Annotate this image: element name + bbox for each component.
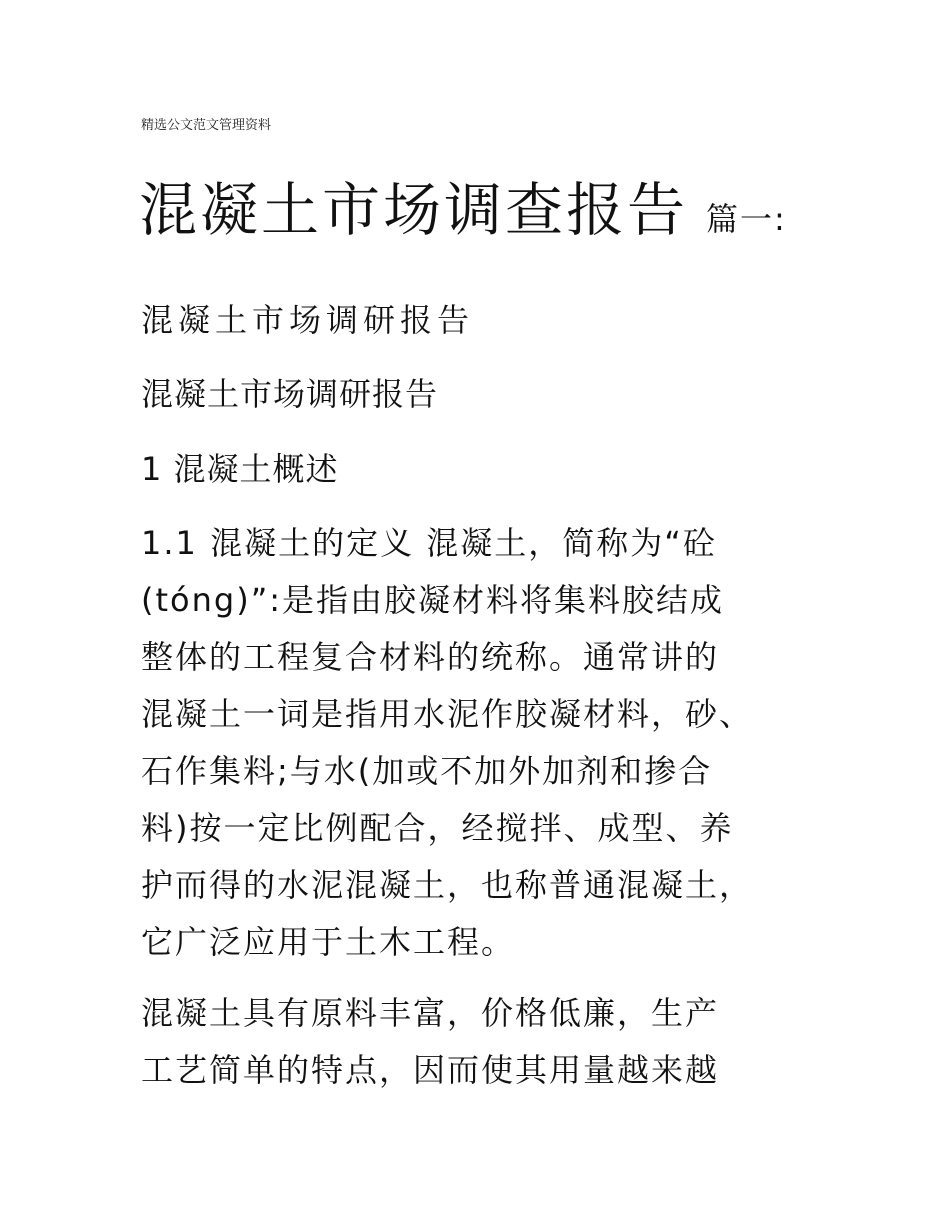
paragraph-definition [141, 515, 821, 971]
paragraph-features [141, 985, 821, 1099]
subtitle-first: 混凝土市场调研报告 [141, 301, 475, 339]
subtitle-second: 混凝土市场调研报告 [141, 375, 439, 413]
paragraph-line: 整体的工程复合材料的统称。通常讲的 [141, 638, 720, 676]
title-suffix: 篇一: [706, 200, 787, 238]
document-title [139, 170, 787, 265]
header-note: 精选公文范文管理资料 [141, 118, 272, 133]
paragraph-line: 混凝土一词是指用水泥作胶凝材料，砂、 [141, 695, 754, 733]
paragraph-line: 1.1 混凝土的定义 混凝土，简称为“砼 [141, 524, 717, 562]
paragraph-line: 护而得的水泥混凝土，也称普通混凝土， [141, 866, 754, 904]
paragraph-line: 石作集料;与水(加或不加外加剂和掺合 [141, 752, 713, 790]
paragraph-line: (tóng)”:是指由胶凝材料将集料胶结成 [141, 581, 725, 619]
paragraph-line: 料)按一定比例配合，经搅拌、成型、养 [141, 809, 734, 847]
paragraph-line: 它广泛应用于土木工程。 [141, 923, 516, 961]
paragraph-line: 工艺简单的特点，因而使其用量越来越 [141, 1051, 720, 1089]
title-main: 混凝土市场调查报告 [139, 176, 689, 244]
paragraph-line: 混凝土具有原料丰富，价格低廉，生产 [141, 994, 720, 1032]
section-heading: 1 混凝土概述 [141, 450, 339, 488]
